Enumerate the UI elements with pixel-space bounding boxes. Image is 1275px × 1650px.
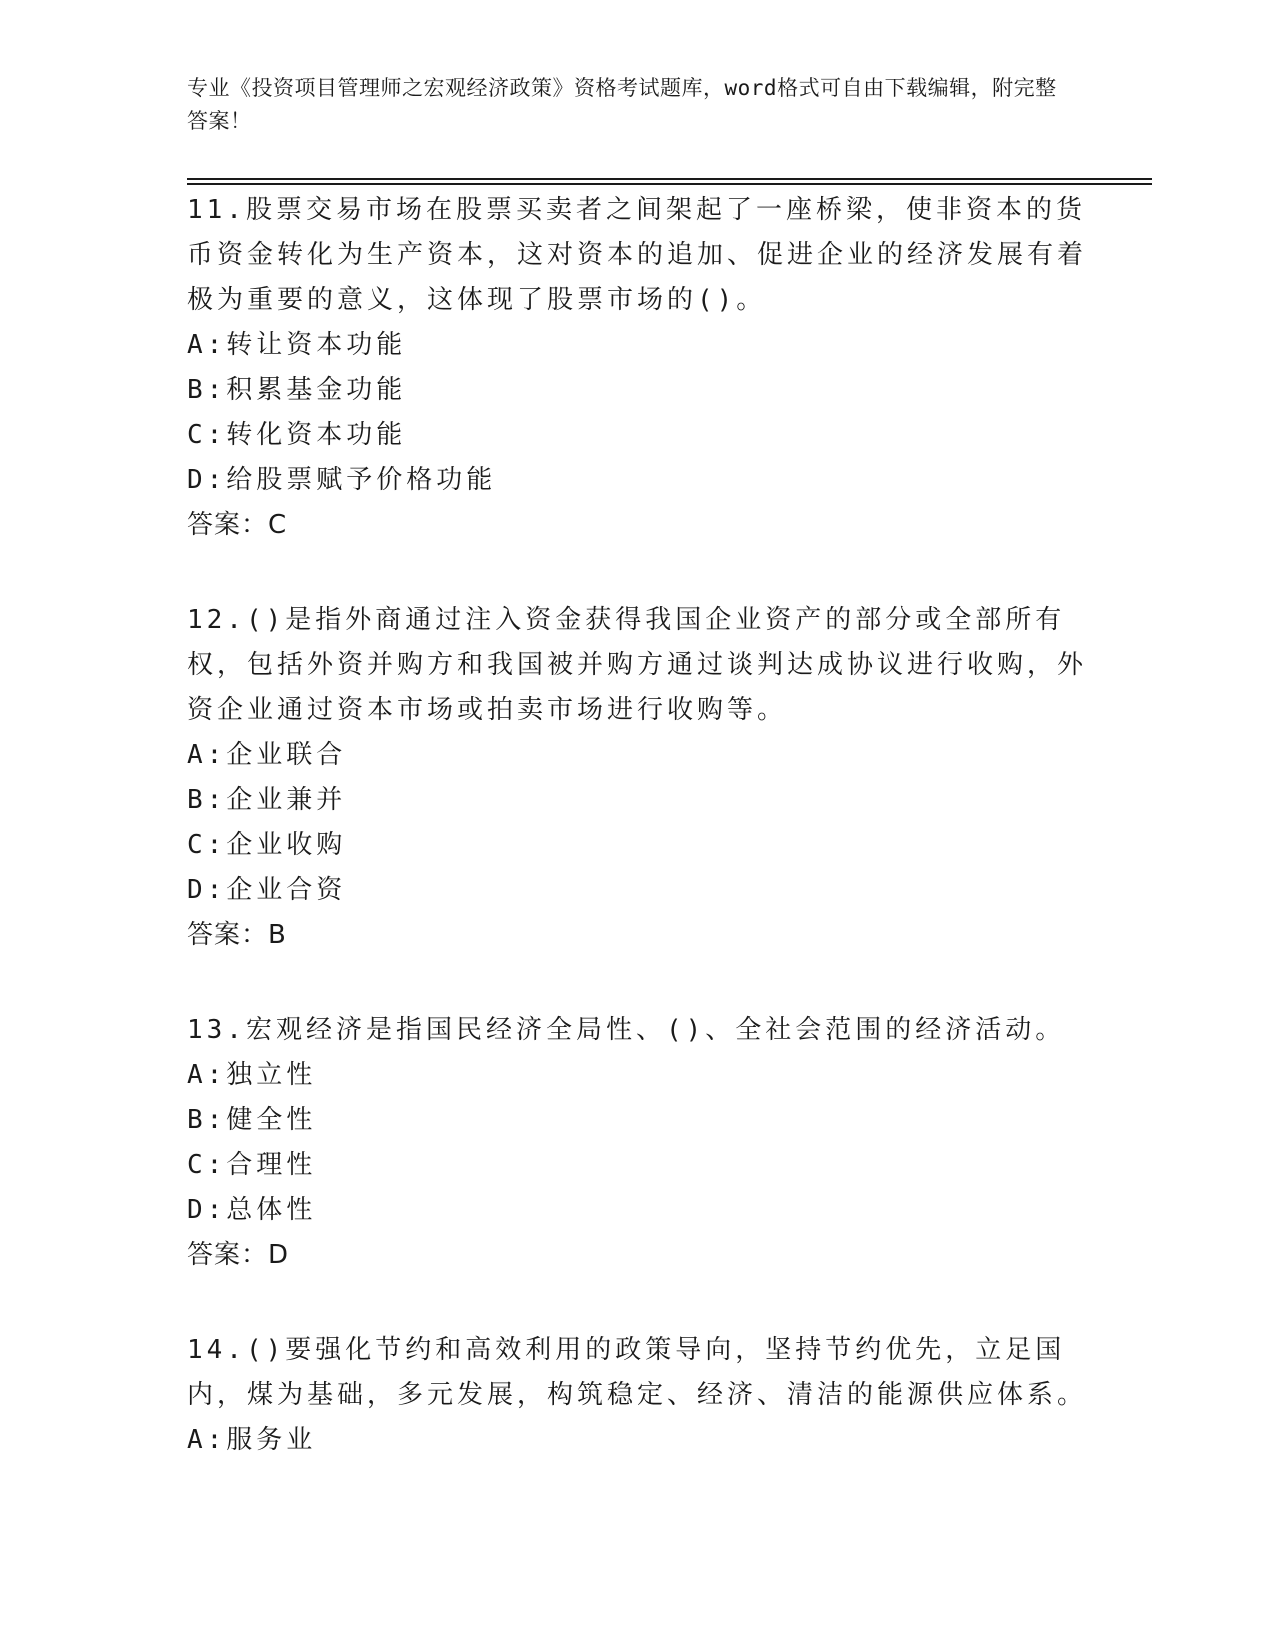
answer-line: 答案：C [187, 510, 288, 540]
question-list [187, 188, 1087, 1513]
option-d: D:给股票赋予价格功能 [187, 465, 497, 495]
option-c: C:企业收购 [187, 830, 347, 860]
answer-line: 答案：D [187, 1240, 290, 1270]
option-d: D:企业合资 [187, 875, 347, 905]
header-divider-top [187, 178, 1152, 180]
document-header: 专业《投资项目管理师之宏观经济政策》资格考试题库，word格式可自由下载编辑，附完整答案！ [187, 76, 1057, 133]
option-b: B:健全性 [187, 1105, 317, 1135]
option-a: A:服务业 [187, 1425, 317, 1455]
option-a: A:转让资本功能 [187, 330, 407, 360]
header-divider-bottom [187, 183, 1152, 185]
question-stem: 12.()是指外商通过注入资金获得我国企业资产的部分或全部所有权，包括外资并购方和我国被并购方通过谈判达成协议进行收购，外资企业通过资本市场或拍卖市场进行收购等。 [187, 605, 1088, 725]
question-14 [187, 1328, 1087, 1463]
question-13 [187, 1008, 1087, 1278]
question-stem: 13.宏观经济是指国民经济全局性、()、全社会范围的经济活动。 [187, 1015, 1066, 1045]
option-b: B:积累基金功能 [187, 375, 407, 405]
option-a: A:企业联合 [187, 740, 347, 770]
question-stem: 14.()要强化节约和高效利用的政策导向，坚持节约优先，立足国内，煤为基础，多元发展，构筑稳定、经济、清洁的能源供应体系。 [187, 1335, 1088, 1410]
option-d: D:总体性 [187, 1195, 317, 1225]
option-a: A:独立性 [187, 1060, 317, 1090]
question-12 [187, 598, 1087, 958]
option-b: B:企业兼并 [187, 785, 347, 815]
question-11 [187, 188, 1087, 548]
question-stem: 11.股票交易市场在股票买卖者之间架起了一座桥梁，使非资本的货币资金转化为生产资本，这对资本的追加、促进企业的经济发展有着极为重要的意义，这体现了股票市场的()。 [187, 195, 1088, 315]
option-c: C:转化资本功能 [187, 420, 407, 450]
option-c: C:合理性 [187, 1150, 317, 1180]
answer-line: 答案：B [187, 920, 287, 950]
